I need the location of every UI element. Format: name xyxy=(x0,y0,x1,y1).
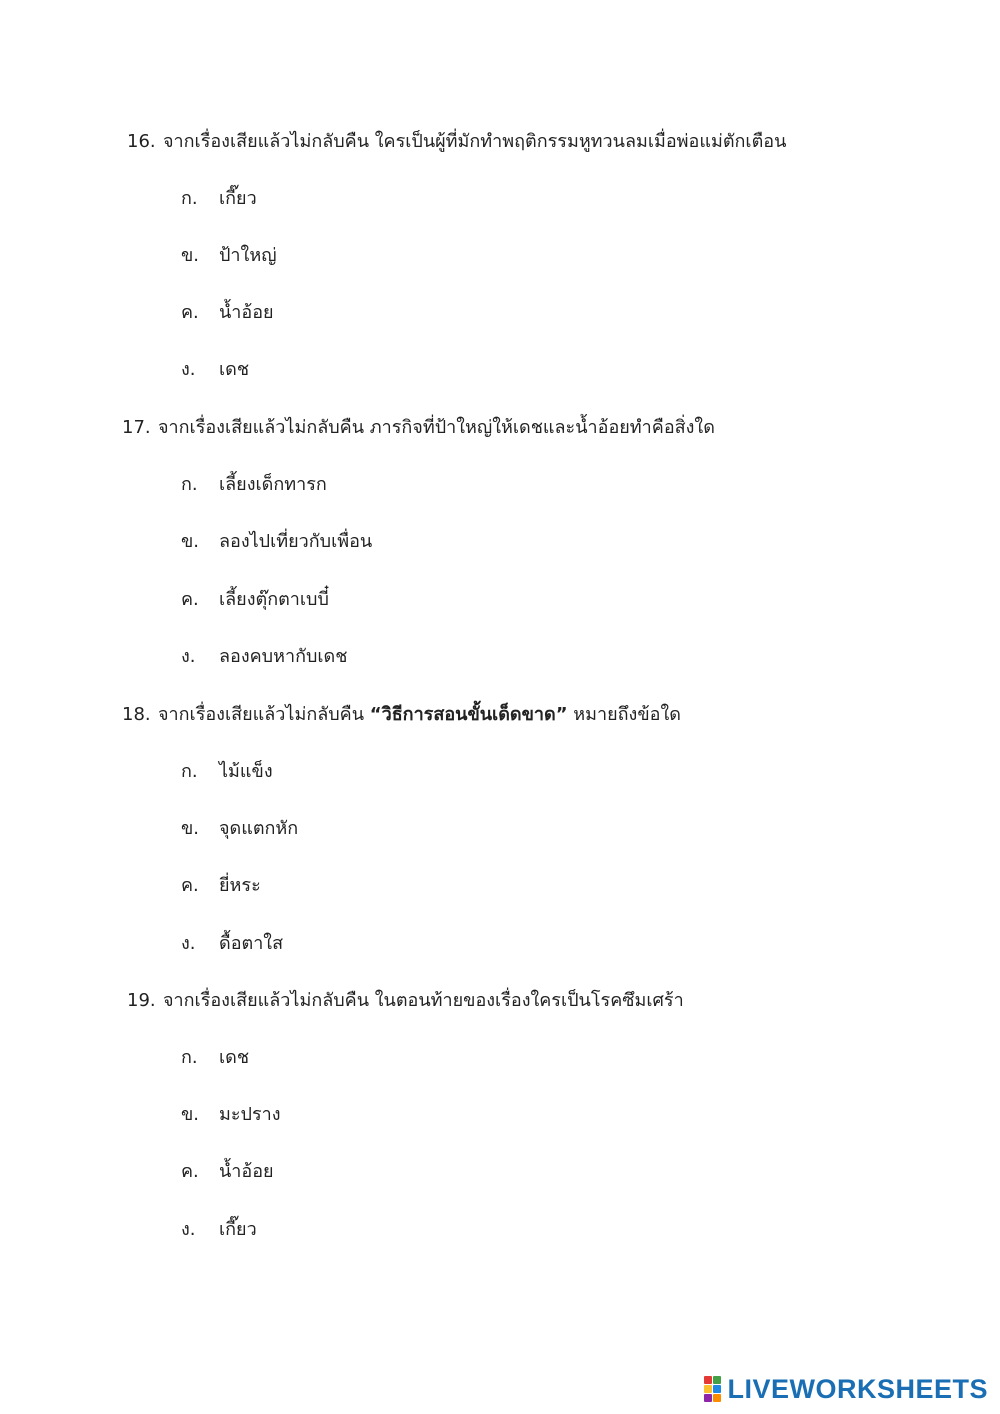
question-text-before: จากเรื่องเสียแล้วไม่กลับคืน xyxy=(158,704,370,725)
option-text: จุดแตกหัก xyxy=(219,818,299,839)
option-letter: ค. xyxy=(181,875,199,896)
question-19 xyxy=(127,985,684,1014)
option-text: ลองไปเที่ยวกับเพื่อน xyxy=(219,531,373,552)
option[interactable] xyxy=(181,1156,274,1185)
option[interactable] xyxy=(181,584,329,613)
option[interactable] xyxy=(181,870,261,899)
option-text: ดื้อตาใส xyxy=(219,933,284,954)
option-text: ลองคบหากับเดช xyxy=(219,646,348,667)
option-letter: ก. xyxy=(181,474,198,495)
option-text: ไม้แข็ง xyxy=(219,761,273,782)
option-text: เลี้ยงเด็กทารก xyxy=(219,474,327,495)
option-letter: ก. xyxy=(181,761,198,782)
option[interactable] xyxy=(181,240,277,269)
option-text: เดช xyxy=(219,1047,250,1068)
option[interactable] xyxy=(181,813,298,842)
logo-square xyxy=(713,1376,721,1384)
option-text: ยี่หระ xyxy=(219,875,261,896)
liveworksheets-logo-icon xyxy=(704,1376,721,1402)
option-letter: ข. xyxy=(181,531,200,552)
option-letter: ข. xyxy=(181,1104,200,1125)
logo-square xyxy=(704,1394,712,1402)
option[interactable] xyxy=(181,526,372,555)
option[interactable] xyxy=(181,1214,257,1243)
option-text: เดช xyxy=(219,359,250,380)
logo-square xyxy=(713,1394,721,1402)
question-18 xyxy=(122,699,681,728)
option[interactable] xyxy=(181,928,283,957)
option[interactable] xyxy=(181,354,249,383)
liveworksheets-logo xyxy=(704,1374,988,1404)
option-text: เลี้ยงตุ๊กตาเบบี๋ xyxy=(219,589,329,610)
logo-square xyxy=(704,1376,712,1384)
option-letter: ง. xyxy=(181,359,196,380)
question-text-bold: “วิธีการสอนขั้นเด็ดขาด” xyxy=(369,704,568,725)
option-letter: ค. xyxy=(181,589,199,610)
option-letter: ข. xyxy=(181,245,200,266)
question-17 xyxy=(122,412,715,441)
liveworksheets-logo-text: LIVEWORKSHEETS xyxy=(727,1373,988,1404)
option[interactable] xyxy=(181,1099,281,1128)
option[interactable] xyxy=(181,297,274,326)
question-text: จากเรื่องเสียแล้วไม่กลับคืน ในตอนท้ายของเรื่องใครเป็นโรคซึมเศร้า xyxy=(163,990,684,1011)
question-number: 19. xyxy=(127,990,156,1011)
option-text: เกี๊ยว xyxy=(219,1219,257,1240)
option-letter: ข. xyxy=(181,818,200,839)
question-number: 17. xyxy=(122,417,151,438)
question-number: 18. xyxy=(122,704,151,725)
option[interactable] xyxy=(181,183,257,212)
question-number: 16. xyxy=(127,131,156,152)
logo-square xyxy=(704,1385,712,1393)
option-text: น้ำอ้อย xyxy=(219,302,274,323)
question-text-after: หมายถึงข้อใด xyxy=(567,704,681,725)
option-text: ป้าใหญ่ xyxy=(219,245,277,266)
option-letter: ค. xyxy=(181,302,199,323)
option-text: เกี๊ยว xyxy=(219,188,257,209)
question-text: จากเรื่องเสียแล้วไม่กลับคืน ภารกิจที่ป้าใหญ่ให้เดชและน้ำอ้อยทำคือสิ่งใด xyxy=(158,417,715,438)
question-text: จากเรื่องเสียแล้วไม่กลับคืน ใครเป็นผู้ที่มักทำพฤติกรรมหูทวนลมเมื่อพ่อแม่ตักเตือน xyxy=(163,131,787,152)
option-letter: ค. xyxy=(181,1161,199,1182)
option-text: มะปราง xyxy=(219,1104,281,1125)
option-letter: ก. xyxy=(181,188,198,209)
option[interactable] xyxy=(181,641,347,670)
option-letter: ก. xyxy=(181,1047,198,1068)
option-letter: ง. xyxy=(181,933,196,954)
option-letter: ง. xyxy=(181,646,196,667)
option[interactable] xyxy=(181,756,273,785)
option[interactable] xyxy=(181,1042,249,1071)
option-letter: ง. xyxy=(181,1219,196,1240)
logo-square xyxy=(713,1385,721,1393)
question-16 xyxy=(127,126,786,155)
option-text: น้ำอ้อย xyxy=(219,1161,274,1182)
option[interactable] xyxy=(181,469,327,498)
